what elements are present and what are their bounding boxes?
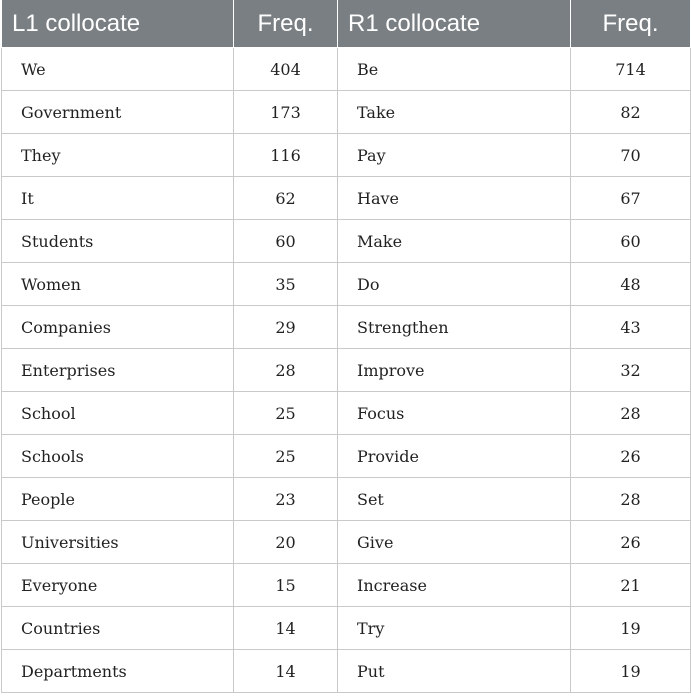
r1-collocate-cell: Take <box>338 91 571 134</box>
l1-collocate-cell: It <box>2 177 234 220</box>
table-row <box>2 91 691 134</box>
r1-freq-cell: 60 <box>571 220 691 263</box>
l1-freq-cell: 62 <box>234 177 338 220</box>
r1-collocate-cell: Put <box>338 650 571 693</box>
r1-freq-cell: 70 <box>571 134 691 177</box>
l1-freq-cell: 15 <box>234 564 338 607</box>
l1-freq-cell: 25 <box>234 435 338 478</box>
l1-freq-cell: 29 <box>234 306 338 349</box>
r1-collocate-cell: Strengthen <box>338 306 571 349</box>
r1-freq-cell: 67 <box>571 177 691 220</box>
table-row <box>2 564 691 607</box>
r1-freq-cell: 19 <box>571 650 691 693</box>
r1-freq-cell: 48 <box>571 263 691 306</box>
r1-collocate-cell: Do <box>338 263 571 306</box>
table-row <box>2 263 691 306</box>
r1-freq-cell: 26 <box>571 435 691 478</box>
table-body <box>2 48 691 693</box>
l1-freq-cell: 116 <box>234 134 338 177</box>
r1-collocate-cell: Provide <box>338 435 571 478</box>
table-row <box>2 306 691 349</box>
header-r1-collocate: R1 collocate <box>338 0 571 48</box>
l1-freq-cell: 23 <box>234 478 338 521</box>
r1-collocate-cell: Improve <box>338 349 571 392</box>
l1-collocate-cell: School <box>2 392 234 435</box>
r1-freq-cell: 32 <box>571 349 691 392</box>
table-row <box>2 177 691 220</box>
header-l1-collocate: L1 collocate <box>2 0 234 48</box>
l1-collocate-cell: People <box>2 478 234 521</box>
table-row <box>2 349 691 392</box>
l1-freq-cell: 173 <box>234 91 338 134</box>
table-row <box>2 521 691 564</box>
r1-collocate-cell: Be <box>338 48 571 91</box>
l1-freq-cell: 28 <box>234 349 338 392</box>
l1-freq-cell: 60 <box>234 220 338 263</box>
r1-freq-cell: 28 <box>571 478 691 521</box>
l1-freq-cell: 25 <box>234 392 338 435</box>
header-l1-freq: Freq. <box>234 0 338 48</box>
r1-collocate-cell: Give <box>338 521 571 564</box>
table-row <box>2 435 691 478</box>
l1-collocate-cell: Enterprises <box>2 349 234 392</box>
l1-collocate-cell: Countries <box>2 607 234 650</box>
r1-collocate-cell: Set <box>338 478 571 521</box>
r1-freq-cell: 82 <box>571 91 691 134</box>
l1-freq-cell: 14 <box>234 650 338 693</box>
r1-collocate-cell: Pay <box>338 134 571 177</box>
r1-freq-cell: 26 <box>571 521 691 564</box>
r1-freq-cell: 43 <box>571 306 691 349</box>
table-row <box>2 48 691 91</box>
table-header <box>2 0 691 48</box>
r1-collocate-cell: Increase <box>338 564 571 607</box>
l1-collocate-cell: Government <box>2 91 234 134</box>
l1-collocate-cell: Schools <box>2 435 234 478</box>
table-row <box>2 134 691 177</box>
l1-freq-cell: 20 <box>234 521 338 564</box>
r1-freq-cell: 714 <box>571 48 691 91</box>
l1-collocate-cell: Women <box>2 263 234 306</box>
collocate-table <box>1 0 691 693</box>
l1-collocate-cell: Students <box>2 220 234 263</box>
header-r1-freq: Freq. <box>571 0 691 48</box>
l1-freq-cell: 14 <box>234 607 338 650</box>
table-row <box>2 220 691 263</box>
l1-collocate-cell: Everyone <box>2 564 234 607</box>
l1-collocate-cell: Companies <box>2 306 234 349</box>
l1-collocate-cell: Departments <box>2 650 234 693</box>
table-row <box>2 607 691 650</box>
l1-collocate-cell: They <box>2 134 234 177</box>
l1-collocate-cell: Universities <box>2 521 234 564</box>
table-row <box>2 650 691 693</box>
r1-freq-cell: 21 <box>571 564 691 607</box>
r1-collocate-cell: Focus <box>338 392 571 435</box>
table-row <box>2 478 691 521</box>
r1-collocate-cell: Have <box>338 177 571 220</box>
r1-collocate-cell: Make <box>338 220 571 263</box>
l1-freq-cell: 404 <box>234 48 338 91</box>
l1-collocate-cell: We <box>2 48 234 91</box>
r1-freq-cell: 19 <box>571 607 691 650</box>
r1-collocate-cell: Try <box>338 607 571 650</box>
r1-freq-cell: 28 <box>571 392 691 435</box>
header-row <box>2 0 691 48</box>
table-row <box>2 392 691 435</box>
l1-freq-cell: 35 <box>234 263 338 306</box>
